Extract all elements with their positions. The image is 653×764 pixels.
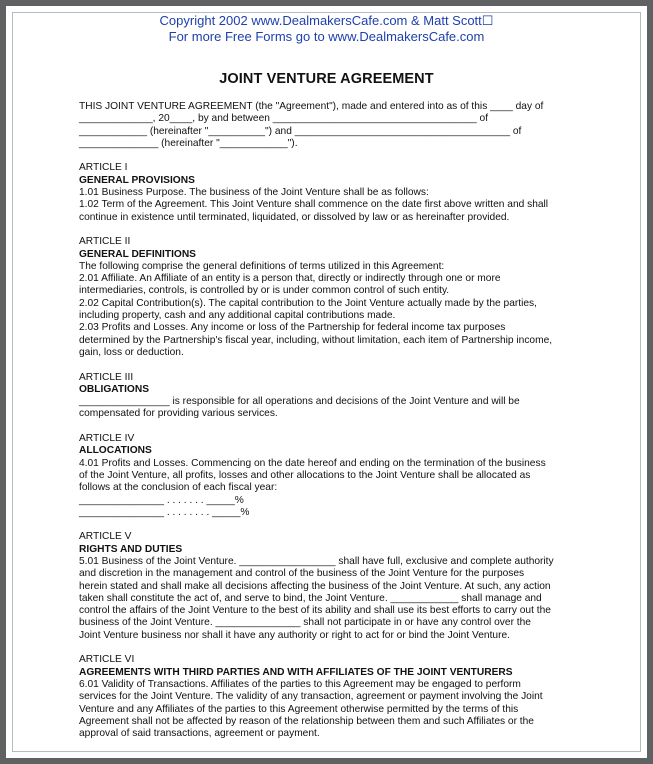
article-line: determined by the Partnership's fiscal year, including, without limitation, each item of Partnership income, bbox=[79, 334, 553, 346]
article-line: Venture and any Affiliates of the parties to this Agreement otherwise permitted by the terms of this bbox=[79, 703, 519, 715]
article-number: ARTICLE I bbox=[79, 162, 128, 174]
article-heading: GENERAL PROVISIONS bbox=[79, 174, 195, 186]
article-line: Agreement shall not be affected by reason of the relationship between them and such Affiliates or the bbox=[79, 715, 534, 727]
article-line: 1.02 Term of the Agreement. This Joint Venture shall commence on the date first above written and shall bbox=[79, 199, 549, 211]
copyright-line: Copyright 2002 www.DealmakersCafe.com & Matt Scott☐ bbox=[159, 13, 494, 28]
article-heading: RIGHTS AND DUTIES bbox=[79, 543, 183, 555]
allocation-line: _______________ . . . . . . . _____% bbox=[79, 494, 244, 506]
document-page bbox=[20, 12, 633, 753]
article-heading: GENERAL DEFINITIONS bbox=[79, 248, 196, 260]
article-line: 2.01 Affiliate. An Affiliate of an entity is a person that, directly or indirectly through one or more bbox=[79, 273, 501, 285]
article-line: Joint Venture business nor shall it have any authority or right to act for or bind the Joint Venture. bbox=[79, 629, 510, 641]
intro-line: ____________ (hereinafter "__________") and ______________________________________ of bbox=[79, 125, 522, 137]
article-5 bbox=[79, 531, 625, 642]
free-forms-line: For more Free Forms go to www.DealmakersCafe.com bbox=[168, 29, 485, 44]
article-line: follows at the conclusion of each fiscal year: bbox=[79, 482, 278, 494]
document-body bbox=[20, 101, 633, 740]
allocation-line: _______________ . . . . . . . . _____% bbox=[79, 506, 250, 518]
article-1 bbox=[79, 162, 625, 223]
article-number: ARTICLE IV bbox=[79, 433, 135, 445]
article-line: 5.01 Business of the Joint Venture. _________________ shall have full, exclusive and complete authority bbox=[79, 555, 554, 567]
intro-line: _____________, 20____, by and between ____________________________________ of bbox=[79, 113, 489, 125]
article-heading: ALLOCATIONS bbox=[79, 445, 152, 457]
article-line: 1.01 Business Purpose. The business of the Joint Venture shall be as follows: bbox=[79, 187, 429, 199]
article-line: herein stated and shall make all decisions affecting the business of the Joint Venture. At such, any action bbox=[79, 580, 551, 592]
article-line: including property, cash and any additional capital contributions made. bbox=[79, 310, 396, 322]
article-6 bbox=[79, 654, 625, 740]
article-number: ARTICLE VI bbox=[79, 654, 135, 666]
article-line: compensated for providing various services. bbox=[79, 408, 278, 420]
intro-line: ______________ (hereinafter "____________"). bbox=[79, 137, 298, 149]
article-line: 6.01 Validity of Transactions. Affiliates of the parties to this Agreement may be engaged to perform bbox=[79, 678, 521, 690]
article-line: 2.02 Capital Contribution(s). The capital contribution to the Joint Venture actually made by the parties, bbox=[79, 297, 537, 309]
document-title: JOINT VENTURE AGREEMENT bbox=[219, 71, 434, 87]
article-4 bbox=[79, 433, 625, 519]
article-line: taken shall constitute the act of, and serve to bind, the Joint Venture. ____________ shall manage and bbox=[79, 592, 542, 604]
intro-paragraph bbox=[79, 101, 625, 150]
article-line: ________________ is responsible for all operations and decisions of the Joint Venture and will be bbox=[79, 396, 520, 408]
article-number: ARTICLE III bbox=[79, 371, 134, 383]
article-line: continue in existence until terminated, liquidated, or dissolved by law or as hereinafter provided. bbox=[79, 211, 510, 223]
article-line: control the affairs of the Joint Venture to the best of its ability and shall use its best efforts to carry out the bbox=[79, 605, 551, 617]
article-number: ARTICLE II bbox=[79, 236, 131, 248]
article-line: approval of said transactions, agreement or payment. bbox=[79, 728, 320, 740]
article-line: The following comprise the general definitions of terms utilized in this Agreement: bbox=[79, 260, 445, 272]
article-line: services for the Joint Venture. The validity of any transaction, agreement or payment involving the Joint bbox=[79, 691, 543, 703]
article-3 bbox=[79, 372, 625, 421]
copyright-header bbox=[20, 13, 633, 45]
article-number: ARTICLE V bbox=[79, 531, 132, 543]
article-line: of the Joint Venture, all profits, losses and other allocations to the Joint Venture shall be allocated as bbox=[79, 469, 531, 481]
article-heading: OBLIGATIONS bbox=[79, 383, 149, 395]
article-heading: AGREEMENTS WITH THIRD PARTIES AND WITH AFFILIATES OF THE JOINT VENTURERS bbox=[79, 666, 513, 678]
article-line: 2.03 Profits and Losses. Any income or loss of the Partnership for federal income tax purposes bbox=[79, 322, 506, 334]
article-line: intermediaries, controls, is controlled by or is under common control of such entity. bbox=[79, 285, 450, 297]
article-line: 4.01 Profits and Losses. Commencing on the date hereof and ending on the termination of the business bbox=[79, 457, 546, 469]
article-2 bbox=[79, 236, 625, 359]
article-line: gain, loss or deduction. bbox=[79, 346, 184, 358]
article-line: business of the Joint Venture. _______________ shall not participate in or have any control over the bbox=[79, 617, 531, 629]
intro-line: THIS JOINT VENTURE AGREEMENT (the "Agreement"), made and entered into as of this ____ day of bbox=[79, 101, 544, 112]
article-line: and discretion in the management and control of the business of the Joint Venture for the purposes bbox=[79, 568, 525, 580]
